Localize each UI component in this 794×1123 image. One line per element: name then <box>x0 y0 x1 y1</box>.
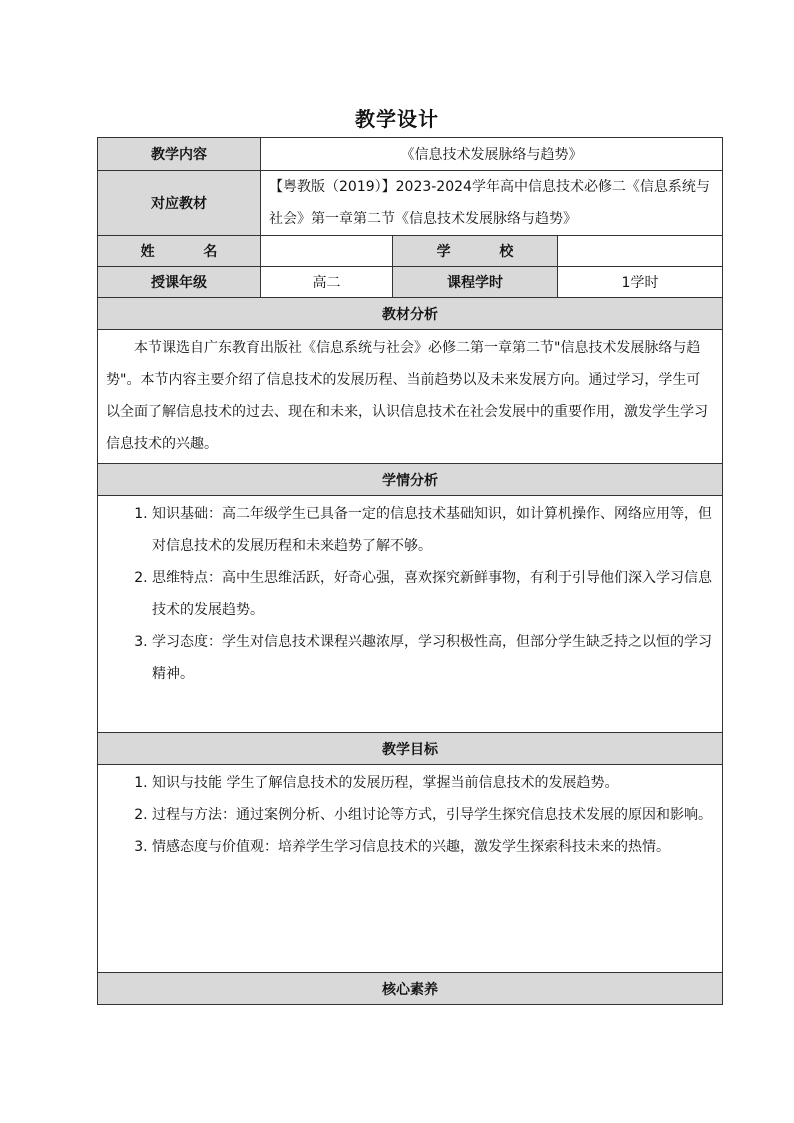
student-analysis-list <box>106 498 714 690</box>
textbook-label: 对应教材 <box>98 171 261 236</box>
row-student-analysis-heading <box>98 464 723 496</box>
school-value <box>558 236 723 267</box>
row-student-analysis <box>98 496 723 733</box>
lesson-plan-table <box>97 137 723 1005</box>
content-label: 教学内容 <box>98 138 261 171</box>
grade-value: 高二 <box>261 267 393 298</box>
row-textbook-analysis <box>98 330 723 464</box>
content-value: 《信息技术发展脉络与趋势》 <box>261 138 723 171</box>
grade-label: 授课年级 <box>98 267 261 298</box>
list-item: 3. 学习态度：学生对信息技术课程兴趣浓厚，学习积极性高，但部分学生缺乏持之以恒的学习精神。 <box>152 626 714 690</box>
textbook-analysis-text: 本节课选自广东教育出版社《信息系统与社会》必修二第一章第二节"信息技术发展脉络与趋势"。本节内容主要介绍了信息技术的发展历程、当前趋势以及未来发展方向。通过学习，学生可以全面了解信息技术的过去、现在和未来，认识信息技术在社会发展中的重要作用，激发学生学习信息技术的兴趣。 <box>98 330 723 464</box>
hours-value: 1学时 <box>558 267 723 298</box>
core-literacy-heading: 核心素养 <box>98 973 723 1005</box>
school-label: 学 校 <box>393 236 558 267</box>
teaching-goals-list <box>106 767 714 863</box>
textbook-analysis-heading: 教材分析 <box>98 298 723 330</box>
teaching-goals-heading: 教学目标 <box>98 733 723 765</box>
document-title: 教学设计 <box>355 107 439 131</box>
student-analysis-body <box>98 496 723 733</box>
list-item: 2. 思维特点：高中生思维活跃，好奇心强，喜欢探究新鲜事物，有利于引导他们深入学习信息技术的发展趋势。 <box>152 562 714 626</box>
list-item: 3. 情感态度与价值观：培养学生学习信息技术的兴趣，激发学生探索科技未来的热情。 <box>152 831 714 863</box>
row-name-school <box>98 236 723 267</box>
row-teaching-goals <box>98 765 723 973</box>
teaching-goals-body <box>98 765 723 973</box>
row-textbook-analysis-heading <box>98 298 723 330</box>
row-core-literacy-heading <box>98 973 723 1005</box>
name-label: 姓 名 <box>98 236 261 267</box>
name-value <box>261 236 393 267</box>
list-item: 1. 知识基础：高二年级学生已具备一定的信息技术基础知识，如计算机操作、网络应用等，但对信息技术的发展历程和未来趋势了解不够。 <box>152 498 714 562</box>
row-textbook <box>98 171 723 236</box>
list-item: 2. 过程与方法：通过案例分析、小组讨论等方式，引导学生探究信息技术发展的原因和影响。 <box>152 799 714 831</box>
textbook-value: 【粤教版（2019）】2023-2024学年高中信息技术必修二《信息系统与社会》第一章第二节《信息技术发展脉络与趋势》 <box>261 171 723 236</box>
student-analysis-heading: 学情分析 <box>98 464 723 496</box>
row-content <box>98 138 723 171</box>
row-teaching-goals-heading <box>98 733 723 765</box>
hours-label: 课程学时 <box>393 267 558 298</box>
list-item: 1. 知识与技能 学生了解信息技术的发展历程，掌握当前信息技术的发展趋势。 <box>152 767 714 799</box>
row-grade-hours <box>98 267 723 298</box>
